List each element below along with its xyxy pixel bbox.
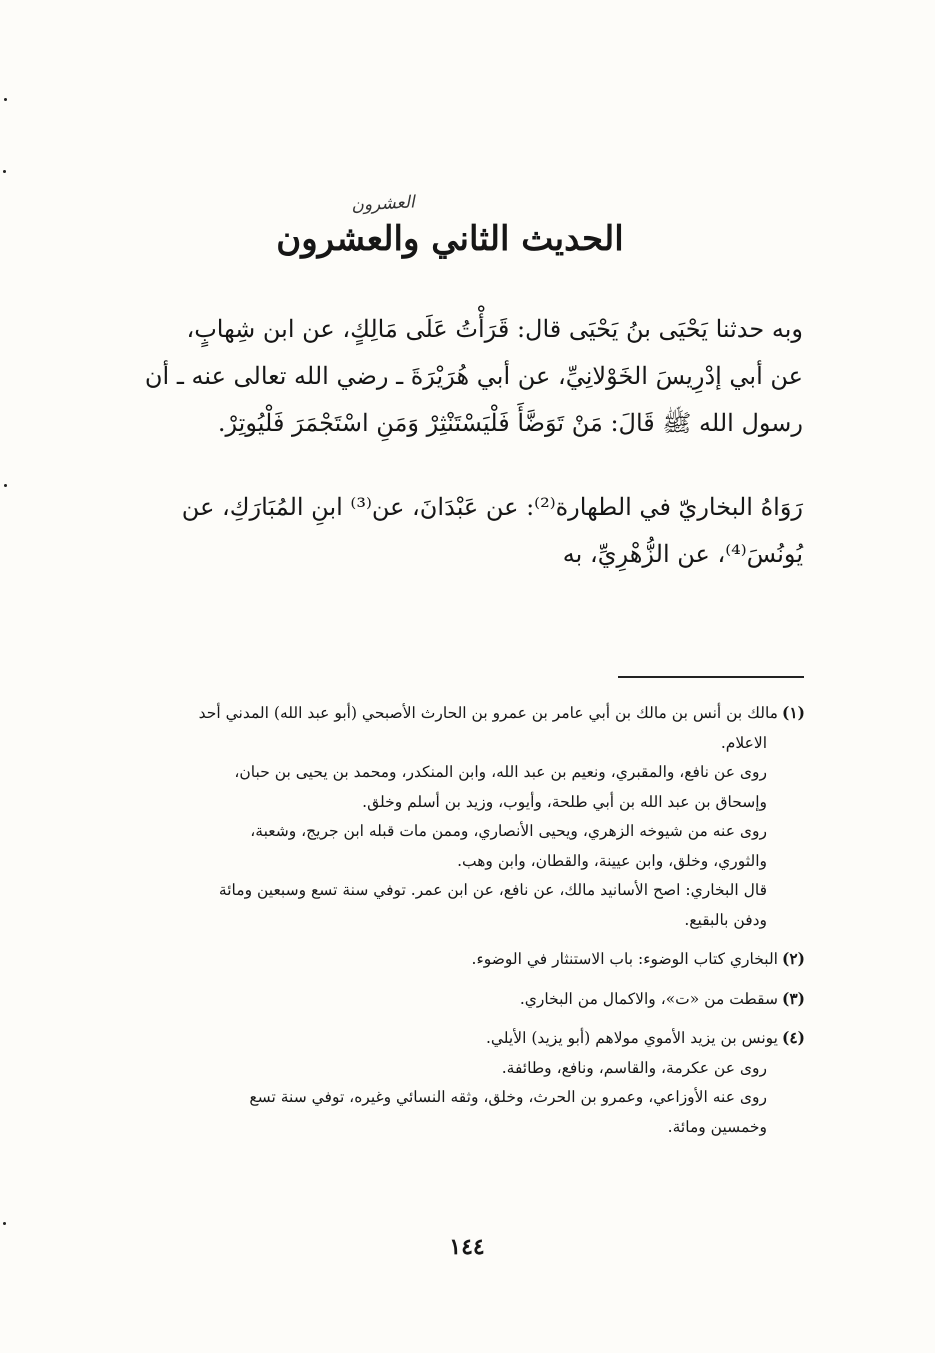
narration-line: يُونُسَ⁽⁴⁾، عن الزُّهْرِيِّ، به bbox=[562, 540, 803, 568]
footnote-line: روى عن نافع، والمقبري، ونعيم بن عبد الله، وابن المنكدر، ومحمد بن يحيى بن حبان، bbox=[234, 763, 767, 781]
scan-speck bbox=[3, 170, 6, 173]
footnote-line: الاعلام. bbox=[720, 733, 767, 752]
footnotes bbox=[105, 698, 805, 1151]
footnote-text: سقطت من «ت»، والاكمال من البخاري. bbox=[519, 989, 778, 1008]
hadith-line: عن أبي إدْرِيسَ الخَوْلانِيِّ، عن أبي هُرَيْرَةَ ـ رضي الله تعالى عنه ـ أن bbox=[144, 362, 803, 390]
hadith-title: الحديث الثاني والعشرون bbox=[276, 219, 624, 259]
handwritten-annotation: العشرون bbox=[350, 192, 416, 216]
footnote-line: ودفن بالبقيع. bbox=[684, 910, 767, 929]
scan-speck bbox=[4, 484, 7, 487]
footnote-first-line bbox=[105, 1023, 805, 1054]
footnote-number: (١) bbox=[781, 703, 805, 722]
narration-source bbox=[103, 484, 803, 578]
footnote-2 bbox=[105, 944, 805, 975]
footnote-line: والثوري، وخلق، وابن عيينة، والقطان، وابن وهب. bbox=[457, 851, 767, 870]
hadith-line: وبه حدثنا يَحْيَى بنُ يَحْيَى قال: قَرَأْتُ عَلَى مَالِكٍ، عن ابن شِهابٍ، bbox=[186, 315, 803, 343]
footnote-line: روى عن عكرمة، والقاسم، ونافع، وطائفة. bbox=[501, 1058, 767, 1077]
scan-speck bbox=[3, 1222, 6, 1225]
hadith-text bbox=[103, 306, 803, 447]
footnote-text: مالك بن أنس بن مالك بن أبي عامر بن عمرو بن الحارث الأصبحي (أبو عبد الله) المدني أحد bbox=[198, 704, 778, 722]
footnote-separator bbox=[618, 676, 804, 678]
footnote-first-line bbox=[105, 984, 805, 1015]
footnote-line: روى عنه الأوزاعي، وعمرو بن الحرث، وخلق، وثقه النسائي وغيره، توفي سنة تسع bbox=[249, 1088, 767, 1106]
footnote-number: (٣) bbox=[781, 988, 805, 1008]
scan-speck bbox=[4, 98, 7, 101]
footnote-line: وخمسين ومائة. bbox=[667, 1117, 767, 1136]
hadith-line: رسول الله ﷺ قَالَ: مَنْ تَوَضَّأَ فَلْيَسْتَنْثِرْ وَمَنِ اسْتَجْمَرَ فَلْيُوتِرْ. bbox=[217, 409, 803, 437]
footnote-3 bbox=[105, 984, 805, 1015]
footnote-text: يونس بن يزيد الأموي مولاهم (أبو يزيد) الأيلي. bbox=[485, 1029, 778, 1047]
footnote-1 bbox=[105, 698, 805, 935]
footnote-first-line bbox=[105, 698, 805, 729]
footnote-line: وإسحاق بن عبد الله بن أبي طلحة، وأيوب، وزيد بن أسلم وخلق. bbox=[362, 792, 767, 811]
footnote-line: روى عنه من شيوخه الزهري، ويحيى الأنصاري، وممن مات قبله ابن جريج، وشعبة، bbox=[250, 822, 767, 840]
footnote-text: البخاري كتاب الوضوء: باب الاستنثار في الوضوء. bbox=[471, 950, 778, 968]
footnote-number: (٢) bbox=[781, 949, 805, 968]
narration-line: رَوَاهُ البخاريّ في الطهارة⁽²⁾: عن عَبْدَانَ، عن⁽³⁾ ابنِ المُبَارَكِ، عن bbox=[181, 493, 803, 521]
footnote-first-line bbox=[105, 944, 805, 975]
footnote-4 bbox=[105, 1023, 805, 1142]
footnote-number: (٤) bbox=[781, 1028, 805, 1047]
page-number: ١٤٤ bbox=[449, 1234, 485, 1260]
footnote-line: قال البخاري: اصح الأسانيد مالك، عن نافع، عن ابن عمر. توفي سنة تسع وسبعين ومائة bbox=[218, 881, 767, 899]
